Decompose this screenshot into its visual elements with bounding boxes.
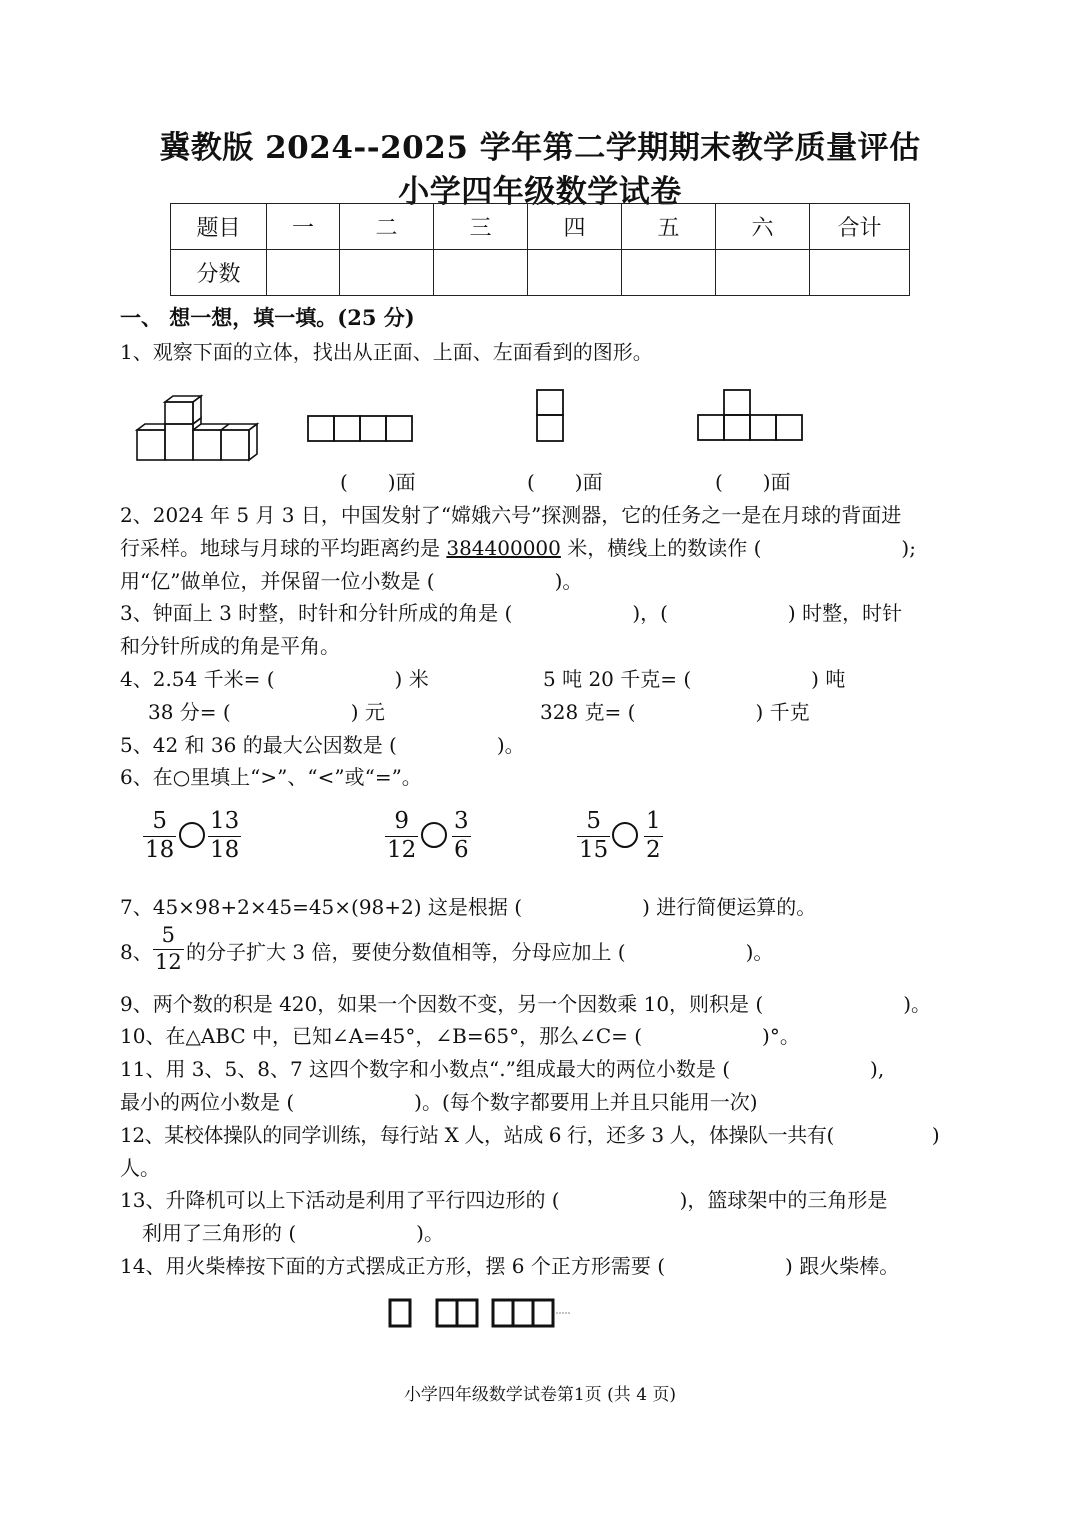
question-2-line3: 用“亿”做单位，并保留一位小数是 ( )。	[120, 569, 583, 593]
score-header-cell: 合计	[810, 204, 910, 250]
denominator: 6	[454, 837, 469, 863]
numerator: 3	[454, 808, 469, 834]
question-13-line2: 利用了三角形的 ( )。	[142, 1221, 444, 1245]
question-4-part-d: 328 克= ( ) 千克	[540, 700, 810, 724]
numerator: 5	[152, 808, 167, 834]
score-input-cell[interactable]	[340, 250, 434, 296]
score-input-cell[interactable]	[622, 250, 716, 296]
question-6-text: 6、在○里填上“>”、“<”或“=”。	[120, 765, 422, 789]
question-2-line2	[120, 532, 916, 561]
fraction-left-2	[385, 810, 418, 862]
score-label-cell: 分数	[171, 250, 267, 296]
question-2-line1: 2、2024 年 5 月 3 日，中国发射了“嫦娥六号”探测器，它的任务之一是在月球的背面进	[120, 503, 902, 527]
question-4-part-c: 38 分= ( ) 元	[148, 700, 385, 724]
question-11-line1: 11、用 3、5、8、7 这四个数字和小数点“.”组成最大的两位小数是 ( ),	[120, 1057, 885, 1081]
question-7-text: 7、45×98+2×45=45×(98+2) 这是根据 ( ) 进行简便运算的。	[120, 895, 817, 919]
denominator: 18	[210, 837, 240, 863]
compare-circle-2[interactable]	[421, 822, 447, 848]
question-12-line1: 12、某校体操队的同学训练，每行站 X 人，站成 6 行，还多 3 人，体操队一共有( )	[120, 1123, 940, 1147]
numerator: 5	[161, 923, 176, 947]
denominator: 15	[579, 837, 609, 863]
question-8-fraction	[153, 925, 184, 973]
exam-title-line2: 小学四年级数学试卷	[398, 174, 682, 210]
cube-solid-figure	[135, 392, 265, 467]
numerator: 5	[586, 808, 601, 834]
view-figure-b	[535, 388, 567, 444]
score-header-cell: 四	[528, 204, 622, 250]
score-table-score-row	[171, 250, 910, 296]
score-input-cell[interactable]	[810, 250, 910, 296]
question-1-text: 1、观察下面的立体，找出从正面、上面、左面看到的图形。	[120, 340, 653, 364]
question-2-line2-start: 行采样。地球与月球的平均距离约是	[120, 536, 447, 560]
score-header-cell: 五	[622, 204, 716, 250]
exam-title-line1: 冀教版 2024--2025 学年第二学期期末教学质量评估	[159, 130, 921, 166]
view-a-answer-blank[interactable]: ( )面	[340, 470, 416, 494]
fraction-left-1	[143, 810, 176, 862]
question-8-prefix: 8、	[120, 940, 153, 964]
denominator: 12	[387, 837, 417, 863]
compare-circle-1[interactable]	[179, 822, 205, 848]
score-input-cell[interactable]	[528, 250, 622, 296]
view-c-answer-blank[interactable]: ( )面	[715, 470, 791, 494]
score-header-cell: 六	[716, 204, 810, 250]
numerator: 13	[210, 808, 240, 834]
score-input-cell[interactable]	[267, 250, 340, 296]
denominator: 18	[145, 837, 175, 863]
section-1-title: 一、 想一想，填一填。(25 分)	[120, 305, 415, 330]
matchstick-squares-figure	[385, 1294, 575, 1334]
question-11-line2: 最小的两位小数是 ( )。(每个数字都要用上并且只能用一次)	[120, 1090, 758, 1114]
score-input-cell[interactable]	[716, 250, 810, 296]
fraction-right-1	[208, 810, 241, 862]
question-12-line2: 人。	[120, 1156, 160, 1180]
score-header-cell: 三	[434, 204, 528, 250]
question-3-line1: 3、钟面上 3 时整，时针和分针所成的角是 ( )，( ) 时整，时针	[120, 601, 903, 625]
score-input-cell[interactable]	[434, 250, 528, 296]
question-13-line1: 13、升降机可以上下活动是利用了平行四边形的 ( )，篮球架中的三角形是	[120, 1188, 888, 1212]
question-4-part-b: 5 吨 20 千克= ( ) 吨	[543, 667, 846, 691]
view-figure-c	[696, 388, 806, 444]
fraction-right-2	[452, 810, 471, 862]
distance-number: 384400000	[446, 536, 561, 560]
denominator: 12	[155, 950, 182, 974]
compare-circle-3[interactable]	[612, 822, 638, 848]
question-2-line2-end: 米，横线上的数读作 ( );	[560, 536, 916, 560]
score-table	[170, 203, 910, 296]
fraction-right-3	[644, 810, 663, 862]
question-14-text: 14、用火柴棒按下面的方式摆成正方形，摆 6 个正方形需要 ( ) 跟火柴棒。	[120, 1254, 900, 1278]
score-header-cell: 二	[340, 204, 434, 250]
question-10-text: 10、在△ABC 中，已知∠A=45°，∠B=65°，那么∠C= ( )°。	[120, 1024, 800, 1048]
question-5-text: 5、42 和 36 的最大公因数是 ( )。	[120, 733, 525, 757]
denominator: 2	[646, 837, 661, 863]
question-4-part-a: 4、2.54 千米= ( ) 米	[120, 667, 429, 691]
fraction-left-3	[577, 810, 610, 862]
numerator: 1	[646, 808, 661, 834]
numerator: 9	[394, 808, 409, 834]
question-8-text: 的分子扩大 3 倍，要使分数值相等，分母应加上 ( )。	[186, 940, 774, 964]
score-header-cell: 题目	[171, 204, 267, 250]
question-9-text: 9、两个数的积是 420，如果一个因数不变，另一个因数乘 10，则积是 ( )。	[120, 992, 932, 1016]
view-b-answer-blank[interactable]: ( )面	[527, 470, 603, 494]
view-figure-a	[306, 414, 416, 444]
score-table-header-row	[171, 204, 910, 250]
page-footer: 小学四年级数学试卷第1页 (共 4 页)	[403, 1385, 677, 1405]
question-3-line2: 和分针所成的角是平角。	[120, 634, 340, 658]
score-header-cell: 一	[267, 204, 340, 250]
